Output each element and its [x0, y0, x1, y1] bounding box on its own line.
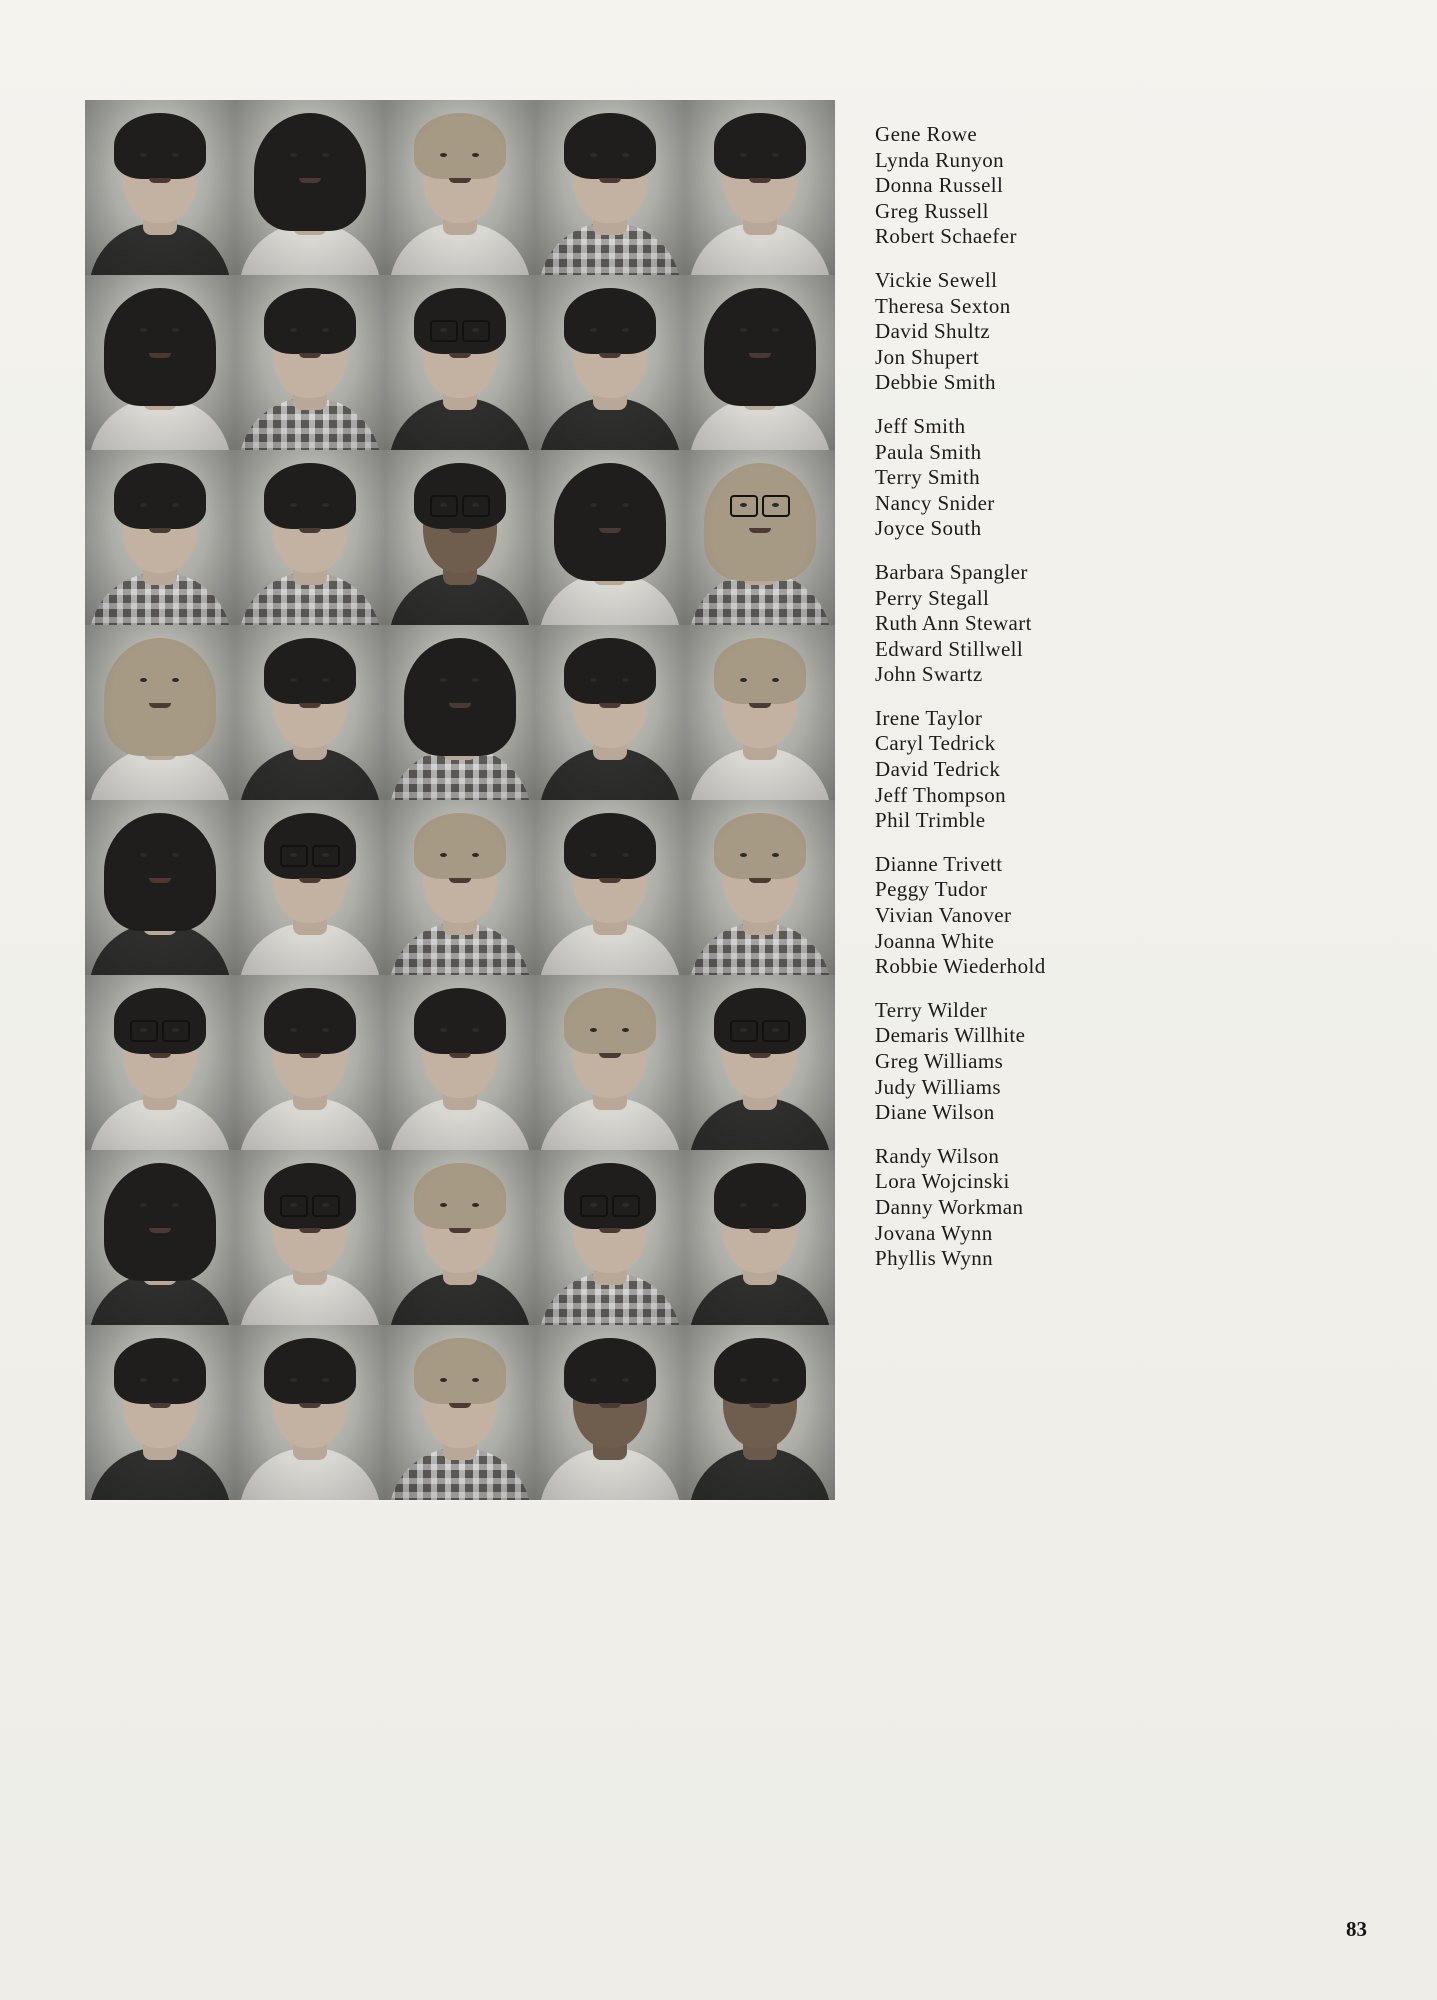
eye-shape [472, 678, 479, 682]
portrait-photo [685, 625, 837, 802]
portrait-figure [535, 625, 685, 800]
eye-shape [140, 503, 147, 507]
hair-shape [104, 288, 216, 406]
mouth-shape [449, 178, 471, 183]
hair-shape [714, 1163, 806, 1229]
portrait-figure [535, 275, 685, 450]
eye-shape [140, 1378, 147, 1382]
mouth-shape [149, 1228, 171, 1233]
hair-shape [704, 288, 816, 406]
portrait-figure [535, 975, 685, 1150]
mouth-shape [449, 353, 471, 358]
portrait-figure [85, 625, 235, 800]
glasses-icon [130, 1020, 190, 1040]
eye-shape [172, 1203, 179, 1207]
portrait-photo [385, 975, 537, 1152]
eye-shape [172, 678, 179, 682]
student-name: Terry Wilder [875, 997, 988, 1022]
eye-shape [172, 853, 179, 857]
portrait-figure [85, 800, 235, 975]
student-name: Theresa Sexton [875, 293, 1011, 318]
portrait-photo [85, 100, 237, 277]
eye-shape [740, 328, 747, 332]
portrait-figure [85, 1325, 235, 1500]
eye-shape [140, 153, 147, 157]
portrait-figure [535, 1150, 685, 1325]
student-name: David Shultz [875, 319, 991, 344]
mouth-shape [449, 1403, 471, 1408]
eye-shape [472, 1378, 479, 1382]
portrait-photo [385, 450, 537, 627]
hair-shape [564, 113, 656, 179]
portrait-photo [385, 800, 537, 977]
glasses-icon [430, 495, 490, 515]
page-number: 83 [1346, 1917, 1367, 1941]
student-name: Joyce South [875, 516, 982, 541]
hair-shape [114, 1338, 206, 1404]
eye-shape [590, 1378, 597, 1382]
portrait-figure [235, 275, 385, 450]
portrait-figure [385, 625, 535, 800]
student-name: Randy Wilson [875, 1143, 1000, 1168]
hair-shape [104, 1163, 216, 1281]
eye-shape [472, 153, 479, 157]
hair-shape [264, 638, 356, 704]
portrait-figure [235, 975, 385, 1150]
portrait-figure [385, 800, 535, 975]
mouth-shape [599, 528, 621, 533]
eye-shape [322, 1028, 329, 1032]
name-group [875, 998, 1175, 1126]
eye-shape [290, 328, 297, 332]
eye-shape [140, 328, 147, 332]
portrait-figure [385, 975, 535, 1150]
mouth-shape [299, 178, 321, 183]
mouth-shape [749, 528, 771, 533]
mouth-shape [149, 178, 171, 183]
eye-shape [740, 1378, 747, 1382]
hair-shape [704, 463, 816, 581]
eye-shape [140, 678, 147, 682]
eye-shape [472, 1028, 479, 1032]
portrait-photo [685, 275, 837, 452]
hair-shape [114, 113, 206, 179]
student-name: Nancy Snider [875, 490, 995, 515]
portrait-figure [85, 1150, 235, 1325]
eye-shape [290, 678, 297, 682]
student-name: Vivian Vanover [875, 903, 1012, 928]
student-name: Greg Russell [875, 198, 989, 223]
portrait-figure [85, 975, 235, 1150]
eye-shape [172, 1378, 179, 1382]
portrait-figure [235, 450, 385, 625]
portrait-figure [235, 625, 385, 800]
eye-shape [772, 328, 779, 332]
portrait-photo [85, 800, 237, 977]
glasses-icon [280, 845, 340, 865]
portrait-figure [235, 100, 385, 275]
portrait-figure [385, 1150, 535, 1325]
portrait-photo [535, 450, 687, 627]
eye-shape [622, 153, 629, 157]
student-name: Demaris Willhite [875, 1023, 1026, 1048]
hair-shape [414, 1338, 506, 1404]
student-name: Jon Shupert [875, 344, 980, 369]
student-name: Phil Trimble [875, 808, 986, 833]
mouth-shape [599, 353, 621, 358]
student-name: Judy Williams [875, 1074, 1001, 1099]
eye-shape [440, 1203, 447, 1207]
mouth-shape [149, 353, 171, 358]
hair-shape [104, 813, 216, 931]
glasses-icon [280, 1195, 340, 1215]
mouth-shape [749, 178, 771, 183]
mouth-shape [599, 703, 621, 708]
eye-shape [590, 853, 597, 857]
portrait-photo [235, 1325, 387, 1502]
student-name: Diane Wilson [875, 1100, 995, 1125]
portrait-figure [235, 800, 385, 975]
eye-shape [172, 328, 179, 332]
portrait-figure [685, 975, 835, 1150]
portrait-photo [385, 275, 537, 452]
hair-shape [264, 1338, 356, 1404]
hair-shape [114, 463, 206, 529]
eye-shape [472, 853, 479, 857]
eye-shape [622, 1028, 629, 1032]
hair-shape [554, 463, 666, 581]
mouth-shape [299, 1228, 321, 1233]
portrait-photo [535, 275, 687, 452]
mouth-shape [749, 1053, 771, 1058]
student-name: Irene Taylor [875, 705, 983, 730]
mouth-shape [599, 178, 621, 183]
student-name: Peggy Tudor [875, 877, 988, 902]
mouth-shape [449, 878, 471, 883]
mouth-shape [299, 878, 321, 883]
mouth-shape [149, 528, 171, 533]
hair-shape [564, 1338, 656, 1404]
student-name: Donna Russell [875, 173, 1004, 198]
eye-shape [472, 1203, 479, 1207]
portrait-photo [85, 275, 237, 452]
portrait-figure [85, 100, 235, 275]
name-group [875, 268, 1175, 396]
eye-shape [622, 503, 629, 507]
mouth-shape [599, 1403, 621, 1408]
eye-shape [140, 1203, 147, 1207]
student-name: Barbara Spangler [875, 559, 1028, 584]
eye-shape [322, 678, 329, 682]
eye-shape [622, 1378, 629, 1382]
portrait-photo [685, 975, 837, 1152]
student-name: Perry Stegall [875, 585, 990, 610]
hair-shape [714, 1338, 806, 1404]
student-name: David Tedrick [875, 757, 1001, 782]
portrait-photo [235, 275, 387, 452]
portrait-photo [385, 625, 537, 802]
glasses-icon [730, 1020, 790, 1040]
hair-shape [714, 113, 806, 179]
eye-shape [440, 153, 447, 157]
student-name: Ruth Ann Stewart [875, 611, 1032, 636]
portrait-figure [535, 800, 685, 975]
name-group [875, 1144, 1175, 1272]
hair-shape [264, 463, 356, 529]
eye-shape [140, 853, 147, 857]
eye-shape [322, 328, 329, 332]
hair-shape [414, 1163, 506, 1229]
mouth-shape [149, 703, 171, 708]
student-name: Danny Workman [875, 1194, 1024, 1219]
portrait-figure [385, 450, 535, 625]
eye-shape [622, 853, 629, 857]
eye-shape [322, 153, 329, 157]
student-name: Gene Rowe [875, 122, 978, 146]
portrait-figure [685, 800, 835, 975]
hair-shape [714, 813, 806, 879]
portrait-photo [535, 625, 687, 802]
name-group [875, 852, 1175, 980]
portrait-figure [535, 1325, 685, 1500]
mouth-shape [299, 353, 321, 358]
portrait-figure [535, 450, 685, 625]
mouth-shape [299, 1053, 321, 1058]
portrait-figure [85, 275, 235, 450]
eye-shape [740, 1203, 747, 1207]
eye-shape [322, 1378, 329, 1382]
portrait-figure [85, 450, 235, 625]
student-name: Debbie Smith [875, 370, 996, 395]
portrait-figure [385, 1325, 535, 1500]
student-name: Robbie Wiederhold [875, 954, 1046, 979]
portrait-photo [85, 975, 237, 1152]
eye-shape [772, 1378, 779, 1382]
eye-shape [622, 678, 629, 682]
hair-shape [404, 638, 516, 756]
hair-shape [414, 813, 506, 879]
hair-shape [564, 638, 656, 704]
portrait-photo [235, 450, 387, 627]
portrait-figure [235, 1325, 385, 1500]
hair-shape [714, 638, 806, 704]
name-group [875, 706, 1175, 834]
hair-shape [264, 288, 356, 354]
name-group [875, 414, 1175, 542]
student-name: John Swartz [875, 662, 983, 687]
portrait-photo [535, 1150, 687, 1327]
student-name: Lynda Runyon [875, 147, 1005, 172]
eye-shape [590, 1028, 597, 1032]
mouth-shape [749, 1228, 771, 1233]
portrait-figure [685, 1150, 835, 1325]
hair-shape [414, 113, 506, 179]
portrait-photo [385, 1325, 537, 1502]
mouth-shape [599, 1228, 621, 1233]
student-name: Phyllis Wynn [875, 1246, 994, 1271]
portrait-photo [385, 1150, 537, 1327]
eye-shape [740, 853, 747, 857]
eye-shape [740, 678, 747, 682]
portrait-photo [535, 1325, 687, 1502]
portrait-photo [685, 1325, 837, 1502]
portrait-photo [235, 1150, 387, 1327]
eye-shape [772, 678, 779, 682]
portrait-figure [685, 1325, 835, 1500]
mouth-shape [449, 1053, 471, 1058]
portrait-photo [85, 1325, 237, 1502]
portrait-photo [385, 100, 537, 277]
portrait-photo [235, 975, 387, 1152]
student-name: Terry Smith [875, 465, 981, 490]
eye-shape [740, 153, 747, 157]
eye-shape [172, 503, 179, 507]
eye-shape [772, 853, 779, 857]
portrait-photo [535, 975, 687, 1152]
mouth-shape [149, 1403, 171, 1408]
student-name: Joanna White [875, 928, 995, 953]
student-name: Paula Smith [875, 439, 982, 464]
mouth-shape [299, 1403, 321, 1408]
portrait-photo [535, 800, 687, 977]
student-name: Jeff Smith [875, 413, 966, 438]
name-list [875, 122, 1175, 1290]
mouth-shape [149, 1053, 171, 1058]
portrait-photo [85, 450, 237, 627]
hair-shape [254, 113, 366, 231]
portrait-photo [235, 100, 387, 277]
student-name: Dianne Trivett [875, 851, 1003, 876]
mouth-shape [449, 528, 471, 533]
hair-shape [564, 288, 656, 354]
mouth-shape [599, 1053, 621, 1058]
portrait-figure [385, 100, 535, 275]
mouth-shape [749, 703, 771, 708]
portrait-figure [385, 275, 535, 450]
mouth-shape [449, 703, 471, 708]
eye-shape [290, 1378, 297, 1382]
eye-shape [590, 153, 597, 157]
mouth-shape [299, 703, 321, 708]
portrait-grid [85, 100, 835, 1500]
portrait-photo [85, 625, 237, 802]
eye-shape [290, 1028, 297, 1032]
portrait-photo [235, 625, 387, 802]
portrait-photo [685, 100, 837, 277]
name-group [875, 122, 1175, 250]
page-content [85, 100, 1355, 1500]
eye-shape [440, 1378, 447, 1382]
mouth-shape [149, 878, 171, 883]
eye-shape [772, 153, 779, 157]
portrait-photo [685, 800, 837, 977]
portrait-figure [685, 275, 835, 450]
student-name: Greg Williams [875, 1049, 1004, 1073]
student-name: Edward Stillwell [875, 636, 1024, 661]
student-name: Jovana Wynn [875, 1220, 993, 1245]
glasses-icon [730, 495, 790, 515]
eye-shape [772, 1203, 779, 1207]
student-name: Robert Schaefer [875, 224, 1017, 249]
eye-shape [322, 503, 329, 507]
hair-shape [564, 813, 656, 879]
eye-shape [290, 503, 297, 507]
eye-shape [290, 153, 297, 157]
mouth-shape [749, 353, 771, 358]
hair-shape [104, 638, 216, 756]
mouth-shape [599, 878, 621, 883]
eye-shape [440, 678, 447, 682]
eye-shape [590, 328, 597, 332]
mouth-shape [299, 528, 321, 533]
student-name: Vickie Sewell [875, 267, 998, 292]
mouth-shape [749, 1403, 771, 1408]
student-name: Jeff Thompson [875, 782, 1007, 807]
portrait-photo [535, 100, 687, 277]
name-group [875, 560, 1175, 688]
mouth-shape [749, 878, 771, 883]
portrait-figure [535, 100, 685, 275]
hair-shape [414, 988, 506, 1054]
portrait-figure [685, 625, 835, 800]
eye-shape [440, 1028, 447, 1032]
eye-shape [622, 328, 629, 332]
student-name: Lora Wojcinski [875, 1169, 1010, 1194]
hair-shape [564, 988, 656, 1054]
glasses-icon [580, 1195, 640, 1215]
portrait-figure [685, 450, 835, 625]
portrait-photo [685, 1150, 837, 1327]
glasses-icon [430, 320, 490, 340]
portrait-figure [235, 1150, 385, 1325]
eye-shape [440, 853, 447, 857]
student-name: Caryl Tedrick [875, 731, 996, 756]
mouth-shape [449, 1228, 471, 1233]
hair-shape [264, 988, 356, 1054]
eye-shape [172, 153, 179, 157]
portrait-photo [85, 1150, 237, 1327]
portrait-figure [685, 100, 835, 275]
eye-shape [590, 503, 597, 507]
eye-shape [590, 678, 597, 682]
portrait-photo [685, 450, 837, 627]
portrait-photo [235, 800, 387, 977]
